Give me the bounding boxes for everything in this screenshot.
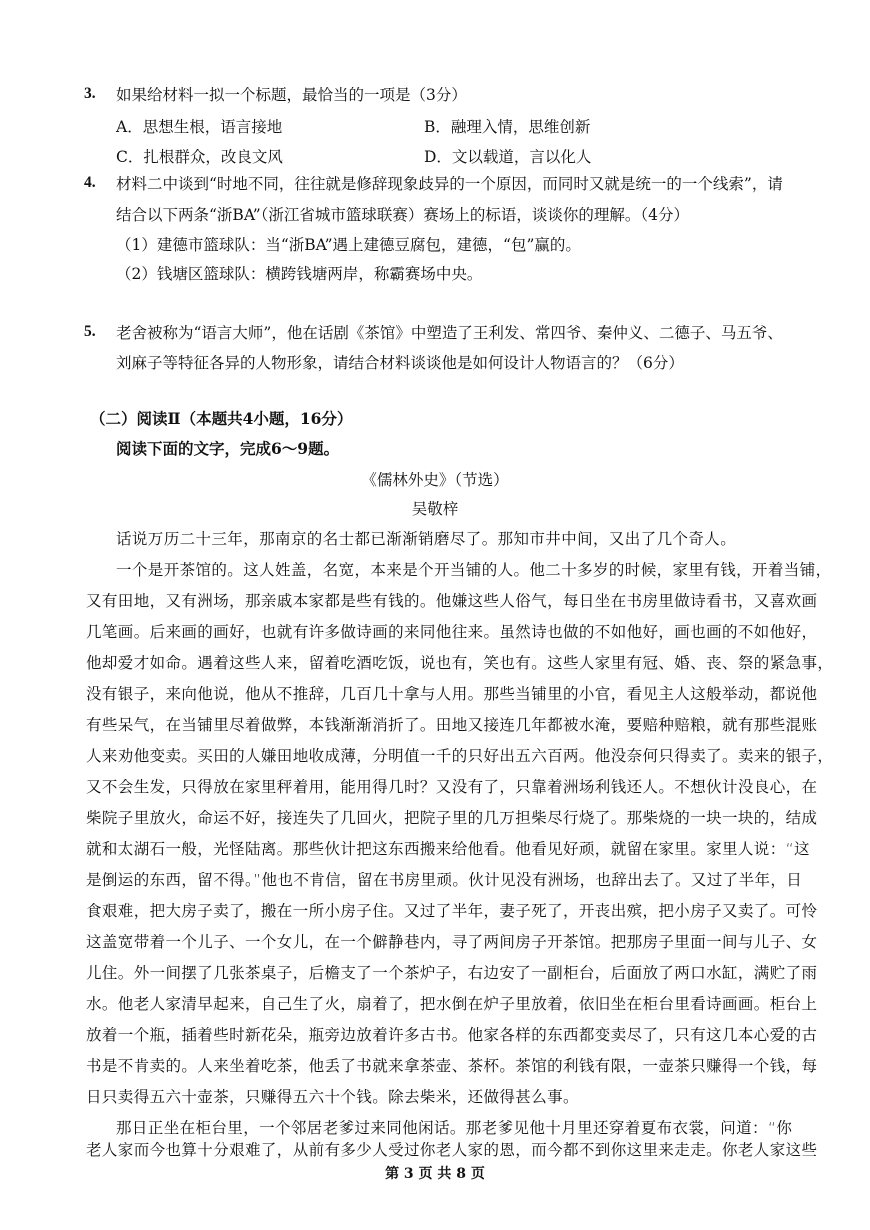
passage-title: 《儒林外史》（节选） xyxy=(361,471,509,489)
question-5-line: 刘麻子等特征各异的人物形象，请结合材料谈谈他是如何设计人物语言的？（6分） xyxy=(116,354,684,372)
passage-line: 人来劝他变卖。买田的人嫌田地收成薄，分明值一千的只好出五六百两。他没奈何只得卖了。卖来的银子， xyxy=(86,747,834,765)
passage-line: 日只卖得五六十壶茶，只赚得五六十个钱。除去柴米，还做得甚么事。 xyxy=(86,1088,579,1106)
passage-line: 这盖宽带着一个儿子、一个女儿，在一个僻静巷内，寻了两间房子开茶馆。把那房子里面一间与儿子、女 xyxy=(86,933,818,951)
question-5-number: 5. xyxy=(84,323,96,340)
passage-line: 一个是开茶馆的。这人姓盖，名宽，本来是个开当铺的人。他二十多岁的时候，家里有钱，开着当铺， xyxy=(116,561,832,579)
passage-line: 放着一个瓶，插着些时新花朵，瓶旁边放着许多古书。他家各样的东西都变卖尽了，只有这几本心爱的古 xyxy=(86,1026,818,1044)
passage-line: 水。他老人家清早起来，自己生了火，扇着了，把水倒在炉子里放着，依旧坐在柜台里看诗画画。柜台上 xyxy=(86,995,818,1013)
passage-line: 食艰难，把大房子卖了，搬在一所小房子住。又过了半年，妻子死了，开丧出殡，把小房子又卖了。可怜 xyxy=(86,902,818,920)
passage-line: 几笔画。后来画的画好，也就有许多做诗画的来同他往来。虽然诗也做的不如他好，画也画的不如他好， xyxy=(86,623,818,641)
section-title: （二）阅读Ⅱ（本题共4小题，16分） xyxy=(90,409,353,428)
passage-line: 老人家而今也算十分艰难了，从前有多少人受过你老人家的恩，而今都不到你这里来走走。你老人家这些 xyxy=(86,1141,818,1159)
passage-line: 又有田地，又有洲场，那亲戚本家都是些有钱的。他嫌这些人俗气，每日坐在书房里做诗看书，又喜欢画 xyxy=(86,592,818,610)
page-footer: 第 3 页 共 8 页 xyxy=(385,1166,485,1182)
passage-line: 他却爱才如命。遇着这些人来，留着吃酒吃饭，说也有，笑也有。这些人家里有冠、婚、丧、祭的紧急事， xyxy=(86,654,834,672)
passage-line: 是倒运的东西，留不得。”他也不肯信，留在书房里顽。伙计见没有洲场，也辞出去了。又过了半年，日 xyxy=(86,871,803,889)
question-3-option-c: C．扎根群众，改良文风 xyxy=(116,148,283,166)
question-3-option-a: A．思想生根，语言接地 xyxy=(116,118,283,136)
question-4-number: 4. xyxy=(84,174,96,191)
passage-line: 书是不肯卖的。人来坐着吃茶，他丢了书就来拿茶壶、茶杯。茶馆的利钱有限，一壶茶只赚得一个钱，每 xyxy=(86,1057,818,1075)
passage-line: 没有银子，来向他说，他从不推辞，几百几十拿与人用。那些当铺里的小官，看见主人这般举动，都说他 xyxy=(86,685,818,703)
passage-line: 又不会生发，只得放在家里秤着用，能用得几时？又没有了，只靠着洲场利钱还人。不想伙计没良心，在 xyxy=(86,778,818,796)
question-4-slogan-2: （2）钱塘区篮球队：横跨钱塘两岸，称霸赛场中央。 xyxy=(116,265,483,283)
question-3-stem: 如果给材料一拟一个标题，最恰当的一项是（3分） xyxy=(116,86,467,104)
question-4-slogan-1: （1）建德市篮球队：当“浙BA”遇上建德豆腐包，建德，“包”赢的。 xyxy=(116,236,581,254)
passage-line: 柴院子里放火，命运不好，接连失了几回火，把院子里的几万担柴尽行烧了。那柴烧的一块一块的，结成 xyxy=(86,809,818,827)
passage-paragraph-1: 话说万历二十三年，那南京的名士都已渐渐销磨尽了。那知市井中间，又出了几个奇人。 xyxy=(116,530,737,548)
question-3-number: 3. xyxy=(84,85,96,102)
question-5-line: 老舍被称为“语言大师”，他在话剧《茶馆》中塑造了王利发、常四爷、秦仲义、二德子、马五爷、 xyxy=(116,324,783,342)
passage-line: 那日正坐在柜台里，一个邻居老爹过来同他闲话。那老爹见他十月里还穿着夏布衣裳，问道：“你 xyxy=(116,1119,793,1137)
question-3-option-d: D．文以载道，言以化人 xyxy=(424,148,592,166)
question-4-line: 材料二中谈到“时地不同，往往就是修辞现象歧异的一个原因，而同时又就是统一的一个线索”，请 xyxy=(116,175,783,193)
section-instruction: 阅读下面的文字，完成6～9题。 xyxy=(116,439,340,458)
passage-line: 儿住。外一间摆了几张茶桌子，后檐支了一个茶炉子，右边安了一副柜台，后面放了两口水缸，满贮了雨 xyxy=(86,964,818,982)
passage-line: 就和太湖石一般，光怪陆离。那些伙计把这东西搬来给他看。他看见好顽，就留在家里。家里人说：“这 xyxy=(86,840,810,858)
passage-line: 有些呆气，在当铺里尽着做弊，本钱渐渐消折了。田地又接连几年都被水淹，要赔种赔粮，就有那些混账 xyxy=(86,716,818,734)
question-3-option-b: B．融理入情，思维创新 xyxy=(424,118,591,136)
question-4-line: 结合以下两条“浙BA”（浙江省城市篮球联赛）赛场上的标语，谈谈你的理解。（4分） xyxy=(116,206,690,224)
passage-author: 吴敬梓 xyxy=(411,500,459,518)
